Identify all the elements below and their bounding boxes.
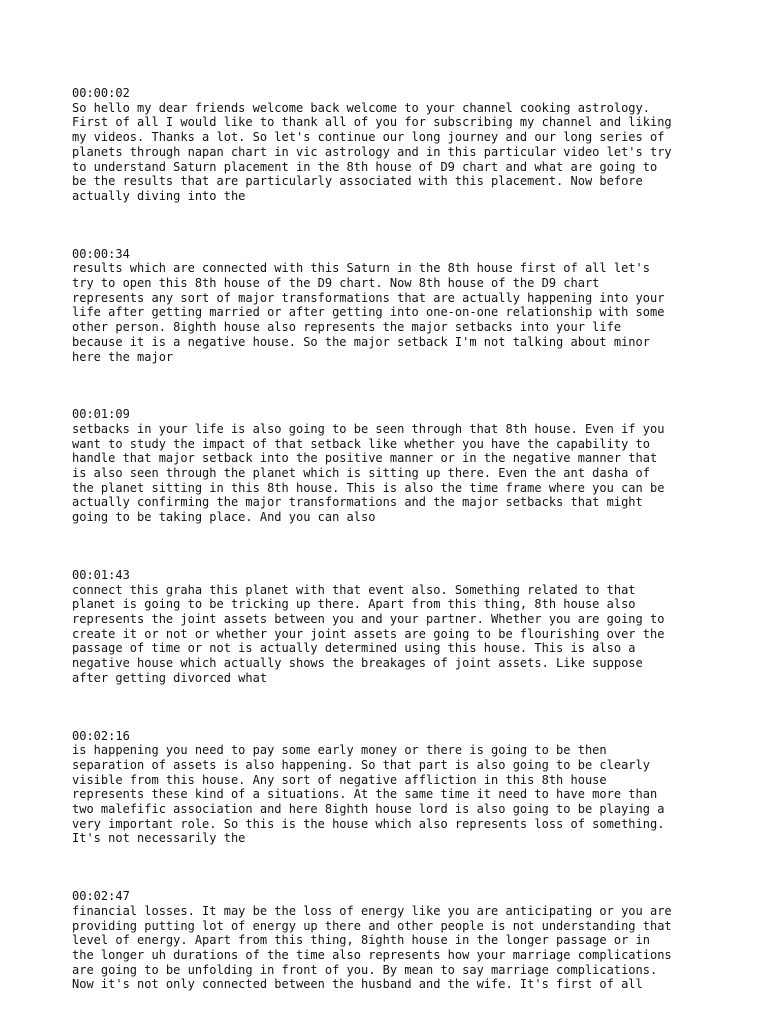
transcript-paragraph: results which are connected with this Saturn in the 8th house first of all let's try to open this 8th house of the D9 chart. Now 8th house of the D9 chart represents any sort of major transformations that are actually happening into your life after getting married or after getting into one-on-one relationship with some other person. 8ighth house also represents the major setbacks into your life because it is a negative house. So the major setback I'm not talking about minor here the major — [72, 261, 665, 364]
transcript-paragraph: connect this graha this planet with that event also. Something related to that planet is going to be tricking up there. Apart from this thing, 8th house also represents the joint assets between you and your partner. Whether you are going to create it or not or whether your joint assets are going to be flourishing over the passage of time or not is actually determined using this house. This is also a negative house which actually shows the breakages of joint assets. Like suppose after getting divorced what — [72, 582, 665, 685]
transcript-paragraph: financial losses. It may be the loss of energy like you are anticipating or you are providing putting lot of energy up there and other people is not understanding that level of energy. Apart from this thing, 8ighth house in the longer passage or in the longer uh durations of the time also represents how your marriage complications are going to be unfolding in front of you. By mean to say marriage complications. Now it's not only connected between the husband and the wife. It's first of all — [72, 903, 672, 992]
timestamp: 00:01:43 — [72, 567, 130, 582]
transcript-paragraph: setbacks in your life is also going to be seen through that 8th house. Even if you want to study the impact of that setback like whether you have the capability to handle that major setback into the positive manner or in the negative manner that is also seen through the planet which is sitting up there. Even the ant dasha of the planet sitting in this 8th house. This is also the time frame where you can be actually confirming the major transformations and the major setbacks that might going to be taking place. And you can also — [72, 421, 665, 525]
transcript-entry — [72, 86, 712, 204]
timestamp: 00:00:34 — [72, 246, 130, 261]
transcript — [72, 86, 712, 1035]
transcript-entry — [72, 568, 712, 686]
transcript-entry — [72, 407, 712, 525]
timestamp: 00:02:16 — [72, 728, 130, 743]
timestamp: 00:01:09 — [72, 407, 130, 422]
transcript-paragraph: is happening you need to pay some early money or there is going to be then separation of assets is also happening. So that part is also going to be clearly visible from this house. Any sort of negative affliction in this 8th house represents these kind of a situations. At the same time it need to have more than two malefific association and here 8ighth house lord is also going to be playing a very important role. So this is the house which also represents loss of something. It's not necessarily the — [72, 743, 665, 846]
transcript-paragraph: So hello my dear friends welcome back welcome to your channel cooking astrology. First of all I would like to thank all of you for subscribing my channel and liking my videos. Thanks a lot. So let's continue our long journey and our long series of planets through napan chart in vic astrology and in this particular video let's try to understand Saturn placement in the 8th house of D9 chart and what are going to be the results that are particularly associated with this placement. Now before actually diving into the — [72, 100, 672, 203]
timestamp: 00:00:02 — [72, 86, 130, 100]
transcript-entry — [72, 729, 712, 847]
transcript-entry — [72, 247, 712, 365]
transcript-entry — [72, 889, 712, 992]
timestamp: 00:02:47 — [72, 889, 130, 904]
